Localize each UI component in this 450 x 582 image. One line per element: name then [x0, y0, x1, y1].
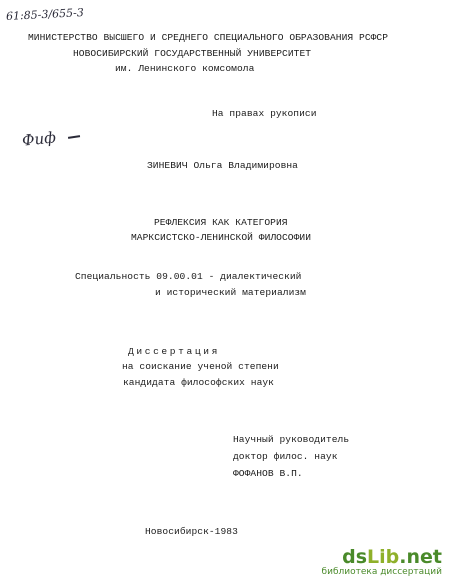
thesis-title-line1: РЕФЛЕКСИЯ КАК КАТЕГОРИЯ	[154, 217, 288, 228]
logo-part-ds: ds	[342, 546, 368, 568]
author-name: ЗИНЕВИЧ Ольга Владимировна	[147, 160, 298, 171]
dslib-logo	[322, 547, 442, 567]
place-year: Новосибирск-1983	[145, 526, 238, 537]
handwritten-mark: Фиф	[21, 128, 57, 150]
ministry-header: МИНИСТЕРСТВО ВЫСШЕГО И СРЕДНЕГО СПЕЦИАЛЬНОГО ОБРАЗОВАНИЯ РСФСР	[28, 32, 389, 43]
logo-part-lib: Lib	[367, 546, 400, 568]
degree-field: кандидата философских наук	[123, 377, 274, 388]
advisor-degree: доктор филос. наук	[233, 451, 338, 462]
degree-line: на соискание ученой степени	[122, 361, 279, 372]
university-name: НОВОСИБИРСКИЙ ГОСУДАРСТВЕННЫЙ УНИВЕРСИТЕТ	[73, 48, 312, 59]
thesis-title-line2: МАРКСИСТСКО-ЛЕНИНСКОЙ ФИЛОСОФИИ	[131, 232, 312, 243]
advisor-name: ФОФАНОВ В.П.	[233, 468, 303, 479]
logo-part-net: .net	[399, 546, 442, 568]
university-subtitle: им. Ленинского комсомола	[115, 63, 255, 74]
rights-note: На правах рукописи	[212, 108, 317, 119]
watermark-subtitle: библиотека диссертаций	[321, 567, 442, 577]
specialty-line2: и исторический материализм	[155, 287, 306, 298]
archive-number-handwritten: 61:85-3/655-3	[5, 5, 85, 24]
specialty-line1: Специальность 09.00.01 - диалектический	[75, 271, 302, 282]
dslib-watermark	[322, 547, 442, 578]
advisor-label: Научный руководитель	[233, 434, 350, 445]
dissertation-heading: Диссертация	[128, 346, 220, 357]
handwritten-dash	[68, 135, 80, 138]
